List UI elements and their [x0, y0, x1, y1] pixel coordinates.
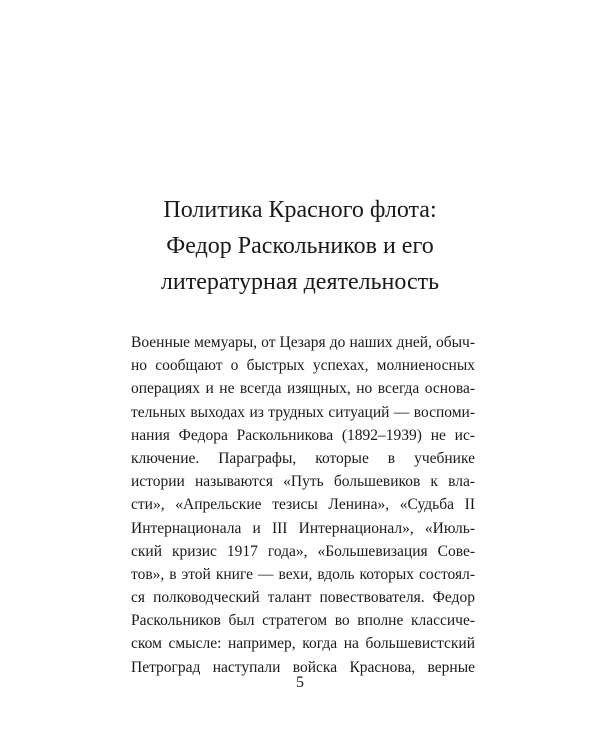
- text-line: Раскольников был стратегом во вполне классиче-: [131, 612, 475, 630]
- chapter-title: [0, 192, 600, 300]
- chapter-title-line: Политика Красного флота:: [163, 197, 437, 223]
- text-line: ключение. Параграфы, которые в учебнике: [131, 449, 475, 467]
- text-line: ся полководческий талант повествователя. Федор: [131, 589, 475, 607]
- text-line: тов», в этой книге — вехи, вдоль которых состоял-: [131, 565, 475, 583]
- text-line: но сообщают о быстрых успехах, молниеносных: [131, 357, 475, 375]
- text-line: ском смысле: например, когда на большевистский: [131, 635, 475, 653]
- chapter-title-line: Федор Раскольников и его: [166, 233, 434, 259]
- text-line: нания Федора Раскольникова (1892–1939) не ис-: [131, 426, 475, 444]
- text-line: сти», «Апрельские тезисы Ленина», «Судьба II: [131, 496, 475, 514]
- chapter-title-line: литературная деятельность: [160, 269, 440, 295]
- text-line: тельных выходах из трудных ситуаций — воспоми-: [131, 403, 475, 421]
- text-line: Интернационала и III Интернационал», «Июль-: [131, 519, 475, 537]
- text-line: Петроград наступали войска Краснова, верные: [131, 658, 475, 676]
- page-number: 5: [296, 674, 304, 691]
- text-line: операциях и не всегда изящных, но всегда основа-: [131, 380, 475, 398]
- text-line: ский кризис 1917 года», «Большевизация Сове-: [131, 542, 475, 560]
- text-line: Военные мемуары, от Цезаря до наших дней, обыч-: [131, 334, 475, 351]
- text-line: истории называются «Путь большевиков к вла-: [131, 473, 475, 491]
- body-paragraph: [131, 331, 475, 679]
